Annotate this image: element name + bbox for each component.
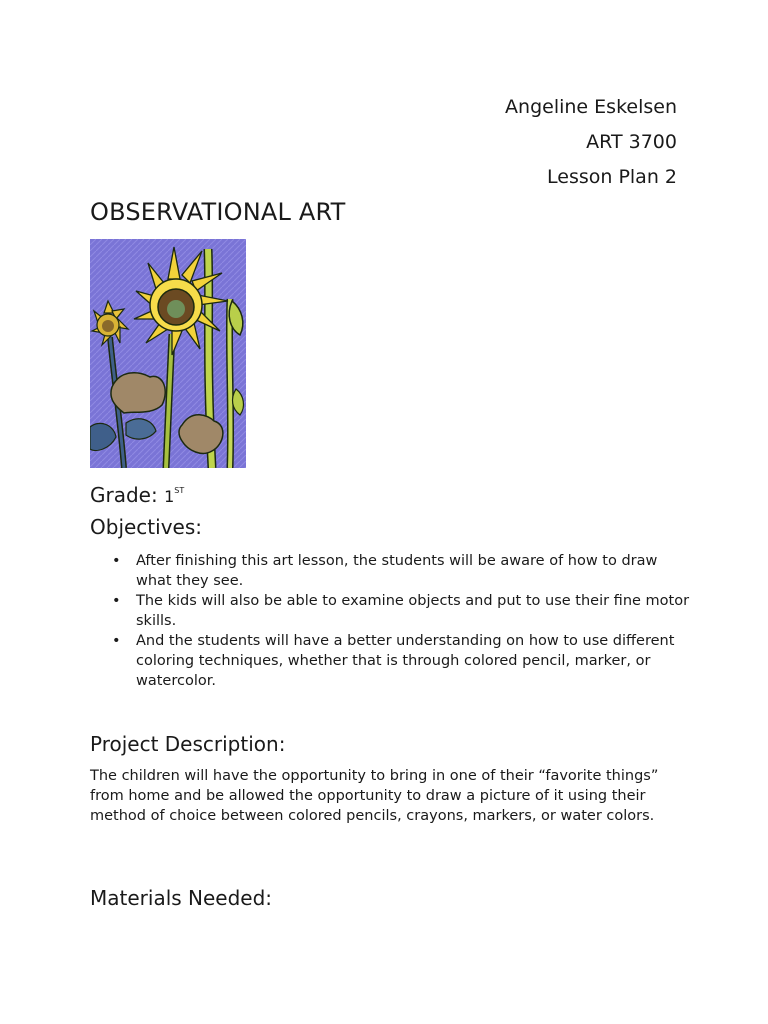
list-item: • The kids will also be able to examine objects and put to use their fine motor skills. xyxy=(112,591,692,631)
sunflower-artwork xyxy=(90,239,246,468)
lesson-label: Lesson Plan 2 xyxy=(547,166,677,188)
objectives-colon: : xyxy=(195,515,203,539)
grade-line xyxy=(90,478,184,510)
course-code: ART 3700 xyxy=(586,131,677,153)
list-item: • And the students will have a better understanding on how to use different coloring techniques, whether that is through colored pencil, marker, or watercolor. xyxy=(112,631,692,691)
project-heading-text: Project Description xyxy=(90,732,279,756)
materials-colon: : xyxy=(265,886,273,910)
project-description: The children will have the opportunity to bring in one of their “favorite things” from home and be allowed the opportunity to draw a picture of it using their method of choice between colored pencils, crayons, markers, or water colors. xyxy=(90,768,659,824)
materials-heading xyxy=(90,885,272,911)
project-colon: : xyxy=(278,732,286,756)
grade-label: Grade xyxy=(90,483,151,507)
grade-colon: : xyxy=(150,483,165,507)
list-item: • After finishing this art lesson, the students will be aware of how to draw what they see. xyxy=(112,551,692,591)
objectives-list xyxy=(112,551,692,691)
grade-value: 1 xyxy=(164,487,175,506)
header-block xyxy=(505,90,677,195)
objectives-heading xyxy=(90,514,202,540)
project-heading xyxy=(90,731,285,757)
page-title: OBSERVATIONAL ART xyxy=(90,198,346,226)
grade-suffix: ST xyxy=(174,486,185,495)
materials-heading-text: Materials Needed xyxy=(90,886,266,910)
author-name: Angeline Eskelsen xyxy=(505,96,677,118)
objectives-heading-text: Objectives xyxy=(90,515,196,539)
